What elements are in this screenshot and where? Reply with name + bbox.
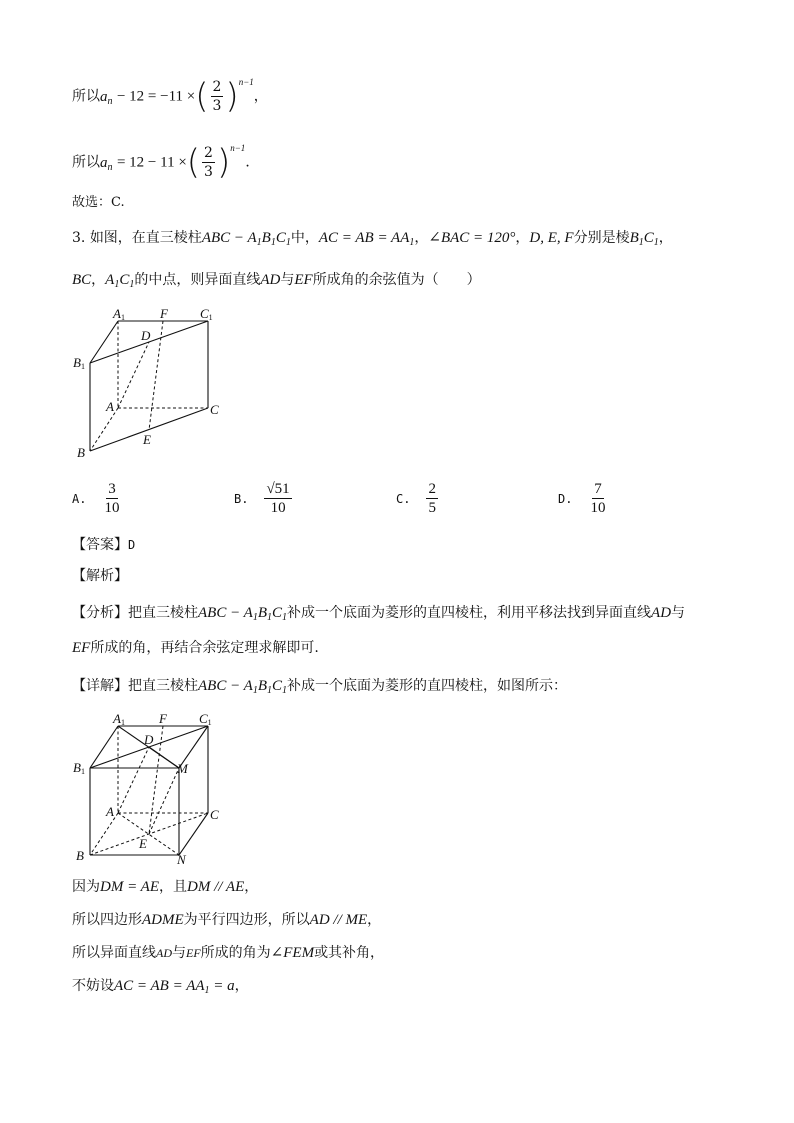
svg-text:D: D: [144, 732, 154, 747]
fenxi-line-2: EF所成的角，再结合余弦定理求解即可.: [72, 640, 319, 656]
label-B1: B1: [73, 355, 85, 371]
svg-text:B: B: [76, 848, 84, 863]
label-E: E: [143, 432, 151, 447]
label-F: F: [160, 306, 168, 321]
option-d[interactable]: D. $\frac{7}{10}$: [558, 481, 606, 516]
svg-text:C: C: [210, 807, 219, 822]
option-b[interactable]: B. $\frac{√51}{10}$: [234, 481, 290, 516]
math: $a_n$: [100, 88, 113, 107]
label-D: D: [141, 328, 151, 343]
svg-text:B1: B1: [73, 760, 85, 776]
svg-text:N: N: [177, 852, 186, 867]
figure-prism: [70, 305, 230, 465]
svg-text:A: A: [106, 804, 114, 819]
label-A: A: [106, 399, 114, 414]
question-line-2: BC，$A_1C_1$的中点，则异面直线AD与EF所成角的余弦值为（ ）: [72, 272, 481, 290]
formula-line-1: 所以$a_n - 12 = -11$ ×( $\frac{2}{3}$ )$^{n-1}$，: [72, 76, 268, 117]
figure-quad-prism: [70, 710, 230, 868]
step-3: 所以异面直线AD与EF所成的角为∠FEM或其补角，: [72, 945, 385, 961]
svg-text:E: E: [139, 836, 147, 851]
choice-line: 故选：C.: [72, 195, 125, 210]
step-1: 因为DM = AE，且DM // AE，: [72, 879, 259, 895]
formula-line-2: 所以$a_n = 12 - 11$ ×( $\frac{2}{3}$ )$^{n-1}$．: [72, 142, 260, 183]
option-a[interactable]: A. $\frac{3}{10}$: [72, 481, 120, 516]
label-C1: C1: [200, 306, 213, 322]
svg-text:A1: A1: [113, 711, 125, 727]
question-line-1: 3. 如图，在直三棱柱ABC − $A_1B_1C_1$中，AC = AB = $AA_1$，∠BAC = 120°，D, E, F分别是棱$B_1C_1$，: [72, 230, 673, 248]
svg-text:C1: C1: [199, 711, 212, 727]
svg-text:M: M: [177, 761, 188, 776]
fenxi-line-1: 【分析】把直三棱柱ABC − $A_1B_1C_1$补成一个底面为菱形的直四棱柱，利用平移法找到异面直线AD与: [72, 605, 686, 623]
label-A1: A1: [113, 306, 125, 322]
option-c[interactable]: C. $\frac{2}{5}$: [396, 481, 436, 516]
label-B: B: [77, 445, 85, 460]
answer-line: 【答案】D: [72, 537, 136, 553]
label-C: C: [210, 402, 219, 417]
svg-text:F: F: [159, 711, 167, 726]
xiangjie-line: 【详解】把直三棱柱ABC − $A_1B_1C_1$补成一个底面为菱形的直四棱柱，如图所示：: [72, 678, 568, 696]
step-2: 所以四边形ADME为平行四边形，所以AD // ME，: [72, 912, 382, 928]
step-4: 不妨设AC = AB = $AA_1 = a$，: [72, 978, 249, 996]
analysis-tag: 【解析】: [72, 568, 128, 584]
